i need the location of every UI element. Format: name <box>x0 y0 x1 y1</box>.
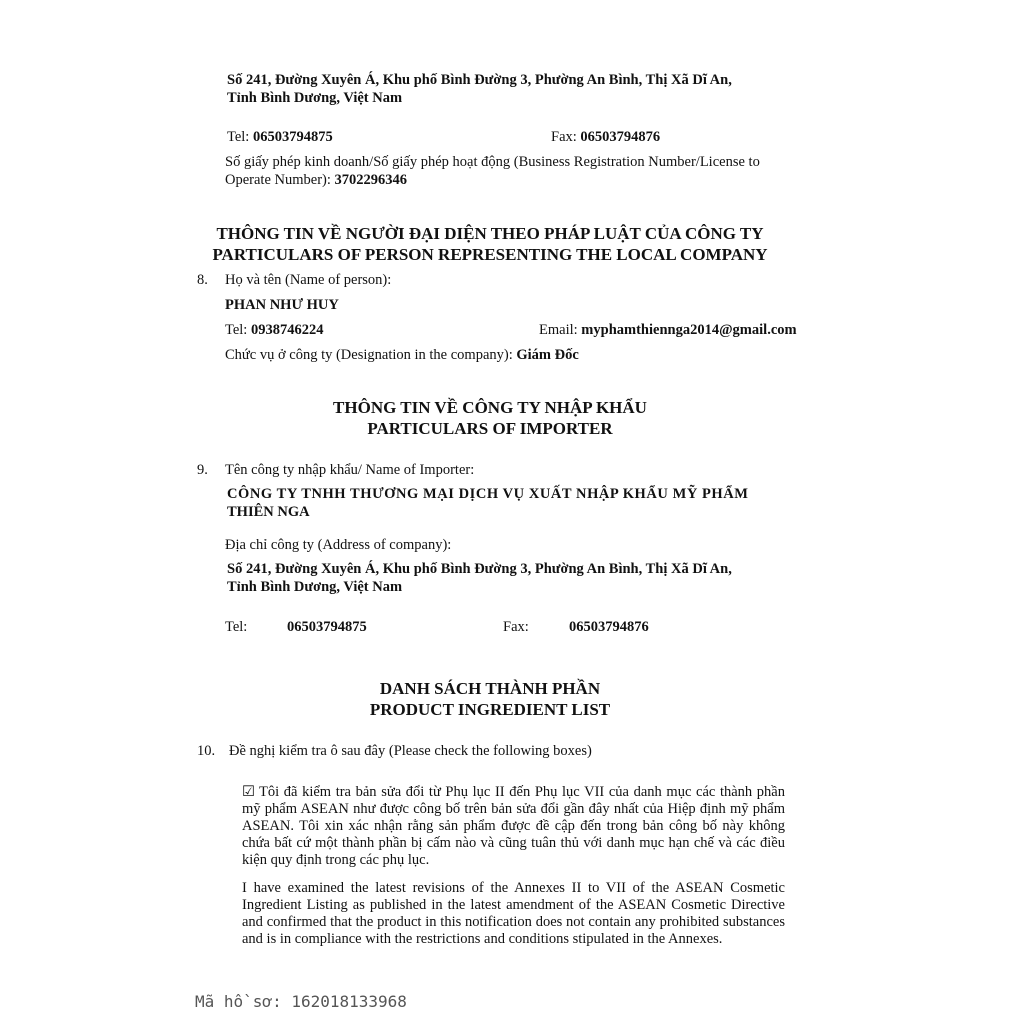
company-fax-label: Fax: <box>551 129 577 145</box>
importer-fax-value: 06503794876 <box>569 619 649 635</box>
person-name: PHAN NHƯ HUY <box>225 297 339 313</box>
ingredient-heading-vi: DANH SÁCH THÀNH PHẦN <box>379 679 601 698</box>
importer-tel-label: Tel: <box>225 619 248 635</box>
person-designation-value: Giám Đốc <box>516 347 579 363</box>
license-label-line1: Số giấy phép kinh doanh/Số giấy phép hoạt động (Business Registration Number/License to <box>225 154 760 170</box>
importer-fax-label: Fax: <box>503 619 529 635</box>
declaration-vi-text: Tôi đã kiểm tra bản sửa đổi từ Phụ lục II đến Phụ lục VII của danh mục các thành phần mỹ phẩm ASEAN như được công bố trên bản sửa đổi gần đây nhất của Hiệp định mỹ phẩm ASEAN. Tôi xin xác nhận rằng sản phẩm được đề cập đến trong bản công bố này không chứa bất cứ một thành phần bị cấm nào và cũng tuân thủ với danh mục hạn chế và các điều kiện quy định trong các phụ lục. <box>242 784 785 868</box>
person-tel <box>225 322 323 339</box>
declaration-en-paragraph: I have examined the latest revisions of the Annexes II to VII of the ASEAN Cosmetic Ingredient Listing as published in the latest amendment of the ASEAN Cosmetic Directive and confirmed that the product in this notification does not contain any prohibited substances and is in compliance with the restrictions and conditions stipulated in the Annexes. <box>242 880 785 947</box>
ingredient-heading <box>180 678 800 720</box>
person-designation <box>225 347 579 364</box>
company-tel-label: Tel: <box>227 129 250 145</box>
license-label-line2: Operate Number): <box>225 172 331 188</box>
license-line2 <box>225 172 407 189</box>
person-name-label: Họ và tên (Name of person): <box>225 272 392 288</box>
importer-heading-en: PARTICULARS OF IMPORTER <box>367 419 613 438</box>
importer-name-line1: CÔNG TY TNHH THƯƠNG MẠI DỊCH VỤ XUẤT NHẬP KHẨU MỸ PHẨM <box>227 486 749 502</box>
importer-name-line2: THIÊN NGA <box>227 504 310 520</box>
person-designation-label: Chức vụ ở công ty (Designation in the company): <box>225 347 513 363</box>
declaration-vi-paragraph <box>242 784 785 869</box>
item-number-8: 8. <box>197 272 208 288</box>
importer-heading-vi: THÔNG TIN VỀ CÔNG TY NHẬP KHẨU <box>333 398 647 417</box>
person-email-label: Email: <box>539 322 578 338</box>
representative-heading-en: PARTICULARS OF PERSON REPRESENTING THE LOCAL COMPANY <box>212 245 768 264</box>
check-instruction: Đề nghị kiểm tra ô sau đây (Please check the following boxes) <box>229 743 592 759</box>
file-code: Mã hồ sơ: 162018133968 <box>195 992 407 1011</box>
importer-name-label: Tên công ty nhập khẩu/ Name of Importer: <box>225 462 475 478</box>
representative-heading-vi: THÔNG TIN VỀ NGƯỜI ĐẠI DIỆN THEO PHÁP LUẬT CỦA CÔNG TY <box>216 224 764 243</box>
importer-address-label: Địa chỉ công ty (Address of company): <box>225 537 452 553</box>
importer-tel-value: 06503794875 <box>287 619 367 635</box>
importer-address-line2: Tỉnh Bình Dương, Việt Nam <box>227 579 403 595</box>
item-number-10: 10. <box>197 743 216 759</box>
ingredient-heading-en: PRODUCT INGREDIENT LIST <box>369 700 611 719</box>
company-tel <box>227 129 333 146</box>
company-fax <box>551 129 660 146</box>
importer-heading <box>180 397 800 439</box>
person-email-value: myphamthiennga2014@gmail.com <box>581 322 797 338</box>
representative-heading <box>180 223 800 265</box>
company-address-line2: Tỉnh Bình Dương, Việt Nam <box>227 90 403 106</box>
license-number: 3702296346 <box>334 172 408 188</box>
company-address-line1: Số 241, Đường Xuyên Á, Khu phố Bình Đường 3, Phường An Bình, Thị Xã Dĩ An, <box>227 72 732 88</box>
company-fax-value: 06503794876 <box>580 129 661 145</box>
company-tel-value: 06503794875 <box>252 129 333 145</box>
person-email <box>539 322 797 339</box>
checked-checkbox-icon[interactable]: ☑ <box>242 784 255 800</box>
item-number-9: 9. <box>197 462 208 478</box>
person-tel-value: 0938746224 <box>250 322 324 338</box>
importer-address-line1: Số 241, Đường Xuyên Á, Khu phố Bình Đường 3, Phường An Bình, Thị Xã Dĩ An, <box>227 561 732 577</box>
person-tel-label: Tel: <box>225 322 248 338</box>
